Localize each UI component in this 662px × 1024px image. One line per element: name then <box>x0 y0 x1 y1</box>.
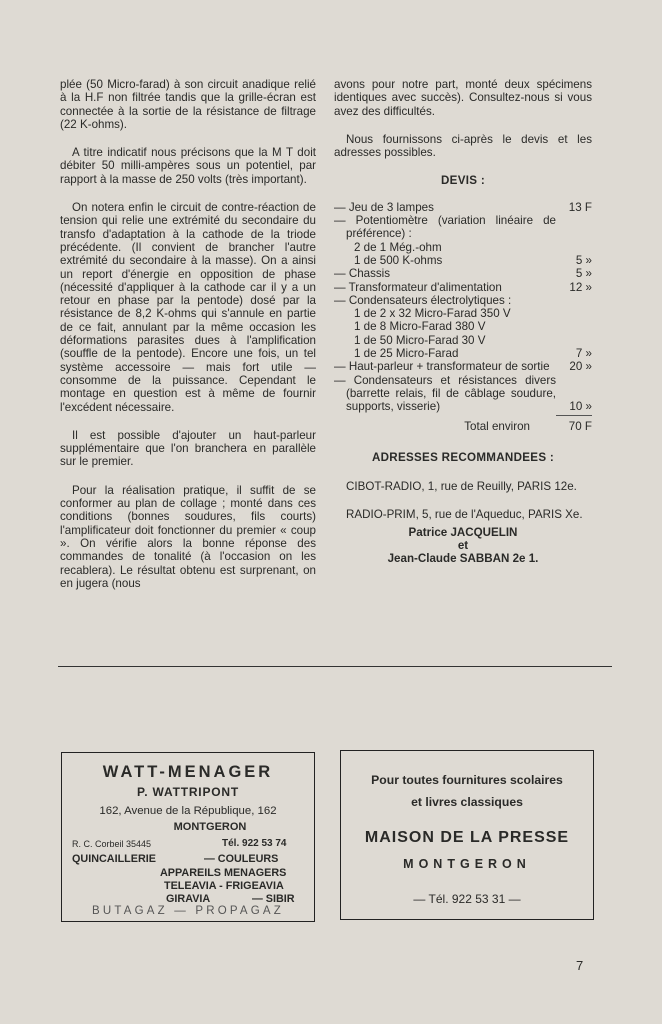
paragraph: On notera enfin le circuit de contre-réaction de tension qui relie une extrémité du secondaire du transfo d'adaptation à la cathode de la triode précédente. (Il convient de brancher l'autre extrémité du secondaire à la masse). On a ainsi un report d'énergie en opposition de phase (nécessité d'appliquer à la cathode car il y a un retour en phase par la pentode) dosé par la résistance de 8,2 K-ohms qui s'annule en partie de ce fait, annulant par la même occasion les déformations parasites dues à l'amplification (souffle de la pentode). Encore une fois, un tel système accessoire — mais fort utile — consomme de la puissance. Cependant le montage en question est à même de fournir l'excédent nécessaire. <box>60 201 316 414</box>
advert-line: — SIBIR <box>252 893 295 905</box>
devis-item-text: — Haut-parleur + transformateur de sortie <box>334 360 550 374</box>
advert-line: GIRAVIA <box>166 893 211 905</box>
advert-address: 162, Avenue de la République, 162 <box>99 805 277 817</box>
devis-item-price: 5 » <box>575 253 592 267</box>
devis-item <box>334 347 592 360</box>
devis-item-text: — Condensateurs électrolytiques : <box>334 293 512 307</box>
devis-item <box>334 294 592 307</box>
devis-item-price: 12 » <box>569 280 592 294</box>
signature-and: et <box>457 539 469 553</box>
paragraph: Nous fournissons ci-après le devis et les adresses possibles. <box>334 132 592 160</box>
devis-total <box>334 420 592 433</box>
section-divider <box>58 666 612 667</box>
address: CIBOT-RADIO, 1, rue de Reuilly, PARIS 12e. <box>346 480 577 494</box>
total-label: Total environ <box>464 419 530 433</box>
left-column <box>60 78 316 605</box>
advert-owner: P. WATTRIPONT <box>137 785 239 799</box>
page-number: 7 <box>576 958 584 973</box>
devis-heading: DEVIS : <box>441 174 485 188</box>
devis-item <box>334 374 592 414</box>
devis-item <box>334 201 592 214</box>
advert-rc: R. C. Corbeil 35445 <box>72 839 152 849</box>
addresses-heading: ADRESSES RECOMMANDEES : <box>371 450 555 464</box>
devis-item-price: 10 » <box>569 400 592 414</box>
advert-line: et livres classiques <box>411 795 523 809</box>
advert-footer: BUTAGAZ — PROPAGAZ <box>92 905 284 917</box>
address: RADIO-PRIM, 5, rue de l'Aqueduc, PARIS Xe. <box>346 508 583 522</box>
advert-city: MONTGERON <box>173 821 247 833</box>
signature-author-1: Patrice JACQUELIN <box>408 525 518 539</box>
advert-line: Pour toutes fournitures scolaires <box>371 773 563 787</box>
devis-item <box>334 267 592 280</box>
advert-line: QUINCAILLERIE <box>72 853 156 865</box>
devis-item-price: 7 » <box>575 347 592 361</box>
paragraph: A titre indicatif nous précisons que la M T doit débiter 50 milli-ampères sous un potentiel, par rapport à la masse de 250 volts (très important). <box>60 146 316 186</box>
paragraph: plée (50 Micro-farad) à son circuit anadique relié à la H.F non filtrée tandis que la grille-écran est connectée à la sortie de la résistance de filtrage (22 K-ohms). <box>60 78 316 131</box>
devis-item <box>334 281 592 294</box>
advert-line: — COULEURS <box>204 853 279 865</box>
advert-maison-de-la-presse <box>340 750 594 920</box>
advert-title: MAISON DE LA PRESSE <box>364 829 570 846</box>
devis-item-price: 5 » <box>575 267 592 281</box>
signature-author-2: Jean-Claude SABBAN 2e 1. <box>387 552 539 566</box>
advert-watt-menager <box>61 752 315 922</box>
devis-item-text: — Condensateurs et résistances divers (barrette relais, fil de câblage soudure, supports, visserie) <box>334 373 556 414</box>
devis-item <box>334 334 592 347</box>
right-column <box>334 78 592 566</box>
devis-item <box>334 214 592 241</box>
devis-item-text: — Potentiomètre (variation linéaire de préférence) : <box>334 214 556 241</box>
devis-item-text: 1 de 500 K-ohms <box>354 253 443 267</box>
devis-item <box>334 241 592 254</box>
advert-title: WATT-MENAGER <box>102 763 274 781</box>
devis-item-text: — Chassis <box>334 267 391 281</box>
advert-city: MONTGERON <box>403 857 531 871</box>
devis-item-text: 1 de 8 Micro-Farad 380 V <box>354 320 486 334</box>
devis-item-price: 20 » <box>569 360 592 374</box>
paragraph: Pour la réalisation pratique, il suffit de se conformer au plan de collage ; monté dans ces conditions (bonnes soudures, fils courts) l'amplificateur doit fonctionner du premier « coup ». On vérifie alors la bonne réponse des commandes de tonalité (à l'occasion on les recablera). Le résultat obtenu est surprenant, on en jugera (nous <box>60 483 316 590</box>
devis-item-text: 1 de 25 Micro-Farad <box>354 347 459 361</box>
devis-item-text: 2 de 1 Még.-ohm <box>354 240 442 254</box>
advert-line: TELEAVIA - FRIGEAVIA <box>164 880 284 892</box>
paragraph: Il est possible d'ajouter un haut-parleur supplémentaire que l'on branchera en parallèle sur le premier. <box>60 428 316 469</box>
devis-list <box>334 201 592 433</box>
devis-item <box>334 320 592 333</box>
devis-item <box>334 307 592 320</box>
advert-line: APPAREILS MENAGERS <box>160 867 287 879</box>
devis-item <box>334 360 592 373</box>
total-value: 70 F <box>568 419 592 433</box>
devis-item <box>334 254 592 267</box>
devis-item-text: 1 de 50 Micro-Farad 30 V <box>354 333 486 347</box>
devis-item-text: — Jeu de 3 lampes <box>334 200 434 214</box>
devis-item-text: 1 de 2 x 32 Micro-Farad 350 V <box>354 307 511 321</box>
total-divider <box>556 415 592 416</box>
devis-item-price: 13 F <box>568 200 592 214</box>
paragraph: avons pour notre part, monté deux spécimens identiques avec succès). Consultez-nous si vous avez des difficultés. <box>334 78 592 118</box>
advert-phone: — Tél. 922 53 31 — <box>413 892 521 906</box>
advert-phone: Tél. 922 53 74 <box>222 838 287 849</box>
devis-item-text: — Transformateur d'alimentation <box>334 280 502 294</box>
